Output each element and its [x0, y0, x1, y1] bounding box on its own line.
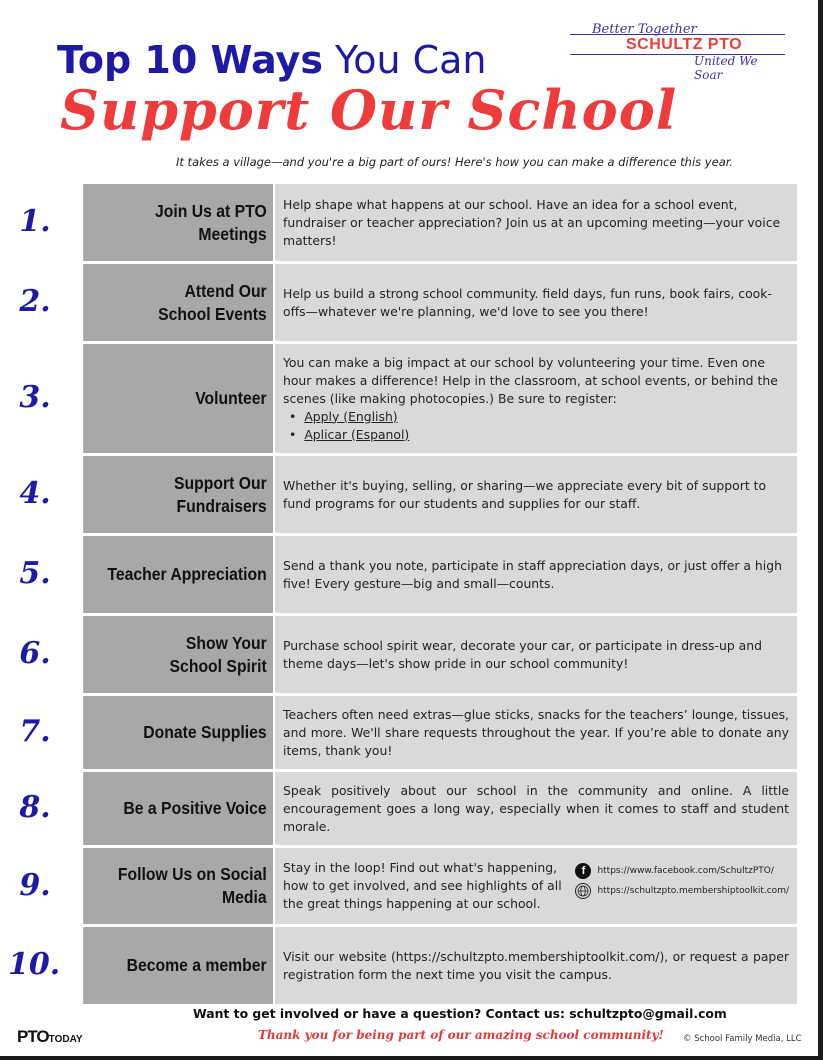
item-description: Teachers often need extras—glue sticks, snacks for the teachers’ lounge, tissues, and more. We'll share requests throughout the year. If you’re able to donate any items, thank you! — [275, 696, 797, 769]
tagline: It takes a village—and you're a big part of ours! Here's how you can make a difference this year. — [176, 155, 734, 169]
list-item — [0, 848, 800, 924]
logo-main-text: SCHULTZ PTO — [626, 36, 743, 53]
list-item — [0, 344, 800, 453]
page-title — [57, 38, 487, 82]
item-number: 6. — [19, 636, 51, 671]
item-number: 7. — [19, 714, 51, 749]
contact-line: Want to get involved or have a question? Contact us: schultzpto@gmail.com — [193, 1006, 727, 1021]
logo-bottom-text: United We Soar — [694, 54, 758, 82]
item-label: Join Us at PTO Meetings — [83, 184, 273, 261]
pto-logo — [570, 20, 785, 82]
list-item — [0, 536, 800, 613]
page-title-script: Support Our School — [60, 78, 678, 142]
item-number: 8. — [19, 790, 51, 825]
website-url: https://schultzpto.membershiptoolkit.com/ — [597, 886, 789, 896]
facebook-icon: f — [575, 863, 591, 879]
item-number: 1. — [19, 204, 51, 239]
title-light: You Can — [322, 38, 487, 82]
item-description: Send a thank you note, participate in staff appreciation days, or just offer a high five! Every gesture—big and small—counts. — [275, 536, 797, 613]
item-description-text: You can make a big impact at our school by volunteering your time. Even one hour makes a difference! Help in the classroom, at school events, or behind the scenes (like making photocopies.) Be sure to register: — [283, 354, 778, 406]
item-label: Be a Positive Voice — [83, 772, 273, 845]
title-bold: Top 10 Ways — [57, 38, 323, 82]
item-label: Attend Our School Events — [83, 264, 273, 341]
website-link[interactable] — [575, 883, 789, 899]
social-section — [283, 859, 789, 913]
item-number: 2. — [19, 284, 51, 319]
item-label: Volunteer — [83, 344, 273, 453]
item-number: 9. — [19, 868, 51, 903]
item-description — [275, 848, 797, 924]
list-item — [0, 184, 800, 261]
item-label: Teacher Appreciation — [83, 536, 273, 613]
item-description: Whether it's buying, selling, or sharing—we appreciate every bit of support to fund programs for our students and supplies for our staff. — [275, 456, 797, 533]
list-item — [0, 696, 800, 769]
list-item — [0, 927, 800, 1004]
item-description: Help us build a strong school community. field days, fun runs, book fairs, cook-offs—whatever we're planning, we'd love to see you there! — [275, 264, 797, 341]
globe-icon — [575, 883, 591, 899]
item-description: Help shape what happens at our school. Have an idea for a school event, fundraiser or teacher appreciation? Join us at an upcoming meeting—your voice matters! — [275, 184, 797, 261]
item-number: 10. — [8, 947, 61, 982]
facebook-link[interactable] — [575, 863, 789, 879]
register-links — [283, 408, 789, 444]
list-item — [0, 264, 800, 341]
item-description: Visit our website (https://schultzpto.membershiptoolkit.com/), or request a paper registration form the next time you visit the campus. — [275, 927, 797, 1004]
item-description: Speak positively about our school in the community and online. A little encouragement goes a long way, especially when it comes to staff and student morale. — [275, 772, 797, 845]
pto-today-logo: PTOTODAY — [17, 1027, 83, 1046]
thank-you-note: Thank you for being part of our amazing school community! — [258, 1028, 664, 1042]
item-number: 3. — [19, 380, 51, 415]
item-description — [275, 344, 797, 453]
register-link-english[interactable]: • Apply (English) — [289, 408, 789, 426]
list-item — [0, 616, 800, 693]
item-label: Follow Us on Social Media — [83, 848, 273, 924]
social-links — [565, 859, 789, 913]
item-number: 4. — [19, 476, 51, 511]
list-item — [0, 772, 800, 845]
item-label: Support Our Fundraisers — [83, 456, 273, 533]
copyright: © School Family Media, LLC — [683, 1034, 802, 1044]
item-label: Become a member — [83, 927, 273, 1004]
facebook-url: https://www.facebook.com/SchultzPTO/ — [597, 866, 774, 876]
item-number: 5. — [19, 556, 51, 591]
logo-top-text: Better Together — [592, 22, 697, 37]
item-description-text: Stay in the loop! Find out what's happening, how to get involved, and see highlights of all the great things happening at our school. — [283, 860, 562, 911]
item-label: Show Your School Spirit — [83, 616, 273, 693]
item-label: Donate Supplies — [83, 696, 273, 769]
item-description: Purchase school spirit wear, decorate your car, or participate in dress-up and theme days—let's show pride in our school community! — [275, 616, 797, 693]
list-item — [0, 456, 800, 533]
register-link-spanish[interactable]: • Aplicar (Espanol) — [289, 426, 789, 444]
